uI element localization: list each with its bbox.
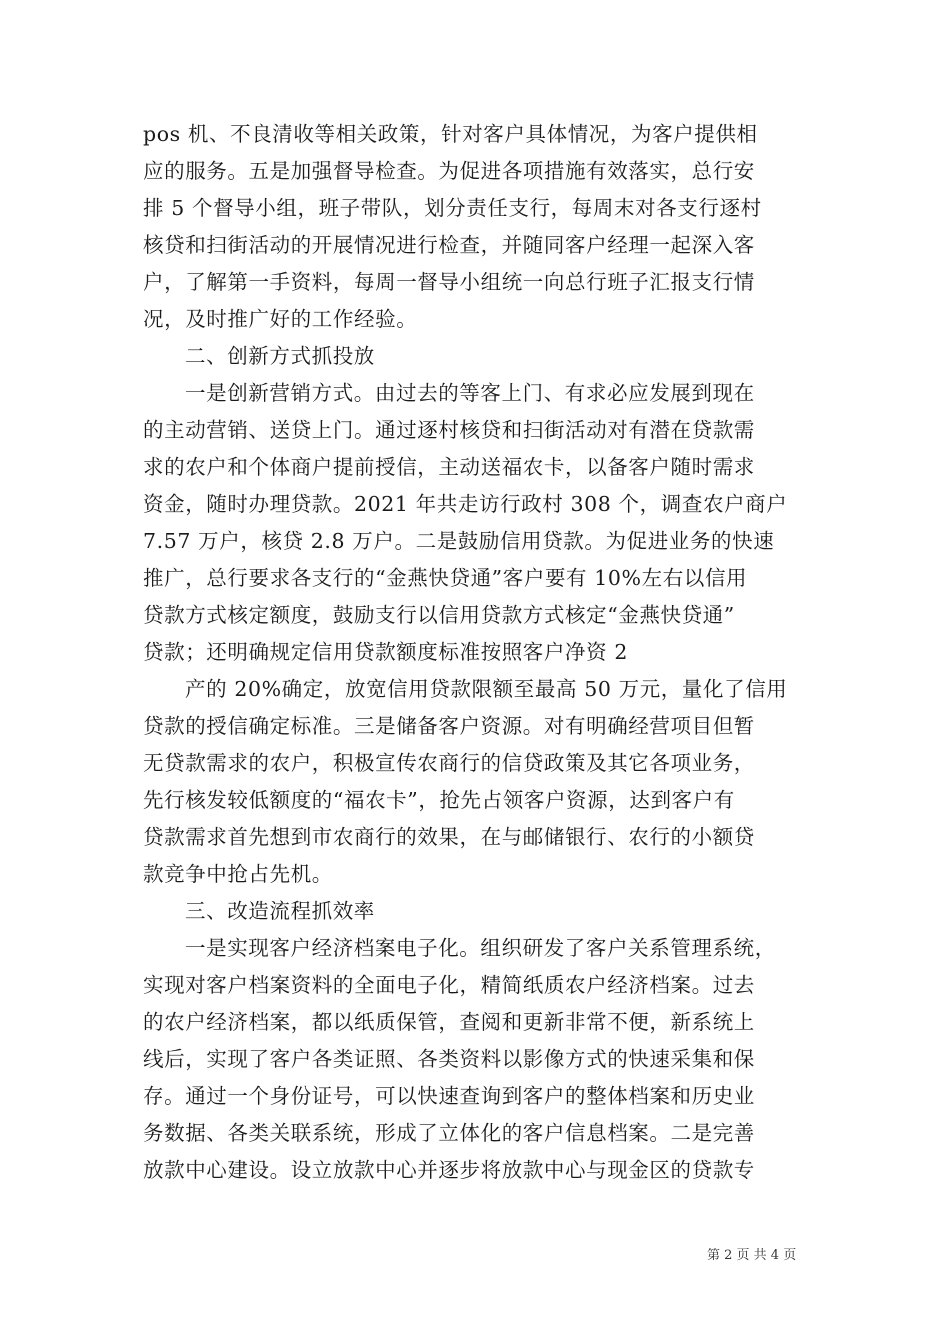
- text-line: 核贷和扫街活动的开展情况进行检查，并随同客户经理一起深入客: [143, 233, 755, 257]
- body-text: [143, 116, 811, 1189]
- text-line: 资金，随时办理贷款。2021 年共走访行政村 308 个，调查农户商户: [143, 492, 788, 516]
- text-line: 贷款需求首先想到市农商行的效果，在与邮储银行、农行的小额贷: [143, 825, 755, 849]
- page-footer: 第 2 页 共 4 页: [707, 1248, 797, 1263]
- text-line: 一是实现客户经济档案电子化。组织研发了客户关系管理系统，: [185, 936, 776, 960]
- text-line: 推广，总行要求各支行的“金燕快贷通”客户要有 10%左右以信用: [143, 566, 748, 590]
- text-line: 存。通过一个身份证号，可以快速查询到客户的整体档案和历史业: [143, 1084, 755, 1108]
- text-line: 产的 20%确定，放宽信用贷款限额至最高 50 万元，量化了信用: [185, 677, 788, 701]
- text-line: 放款中心建设。设立放款中心并逐步将放款中心与现金区的贷款专: [143, 1158, 755, 1182]
- text-line: 贷款；还明确规定信用贷款额度标准按照客户净资 2: [143, 640, 628, 664]
- text-line: 况，及时推广好的工作经验。: [143, 307, 418, 331]
- text-line: 户，了解第一手资料，每周一督导小组统一向总行班子汇报支行情: [143, 270, 755, 294]
- text-line: pos 机、不良清收等相关政策，针对客户具体情况，为客户提供相: [143, 122, 758, 146]
- text-line: 三、改造流程抓效率: [185, 899, 375, 923]
- text-line: 贷款方式核定额度，鼓励支行以信用贷款方式核定“金燕快贷通”: [143, 603, 735, 627]
- text-line: 无贷款需求的农户，积极宣传农商行的信贷政策及其它各项业务，: [143, 751, 755, 775]
- text-line: 一是创新营销方式。由过去的等客上门、有求必应发展到现在: [185, 381, 755, 405]
- text-line: 线后，实现了客户各类证照、各类资料以影像方式的快速采集和保: [143, 1047, 755, 1071]
- text-line: 7.57 万户，核贷 2.8 万户。二是鼓励信用贷款。为促进业务的快速: [143, 529, 775, 553]
- text-line: 的主动营销、送贷上门。通过逐村核贷和扫街活动对有潜在贷款需: [143, 418, 755, 442]
- text-line: 应的服务。五是加强督导检查。为促进各项措施有效落实，总行安: [143, 159, 755, 183]
- text-line: 实现对客户档案资料的全面电子化，精简纸质农户经济档案。过去: [143, 973, 755, 997]
- text-line: 贷款的授信确定标准。三是储备客户资源。对有明确经营项目但暂: [143, 714, 755, 738]
- text-line: 先行核发较低额度的“福农卡”，抢先占领客户资源，达到客户有: [143, 788, 735, 812]
- text-line: 的农户经济档案，都以纸质保管，查阅和更新非常不便，新系统上: [143, 1010, 755, 1034]
- text-line: 求的农户和个体商户提前授信，主动送福农卡，以备客户随时需求: [143, 455, 755, 479]
- text-line: 排 5 个督导小组，班子带队，划分责任支行，每周末对各支行逐村: [143, 196, 762, 220]
- text-line: 二、创新方式抓投放: [185, 344, 375, 368]
- text-line: 款竞争中抢占先机。: [143, 862, 333, 886]
- text-line: 务数据、各类关联系统，形成了立体化的客户信息档案。二是完善: [143, 1121, 755, 1145]
